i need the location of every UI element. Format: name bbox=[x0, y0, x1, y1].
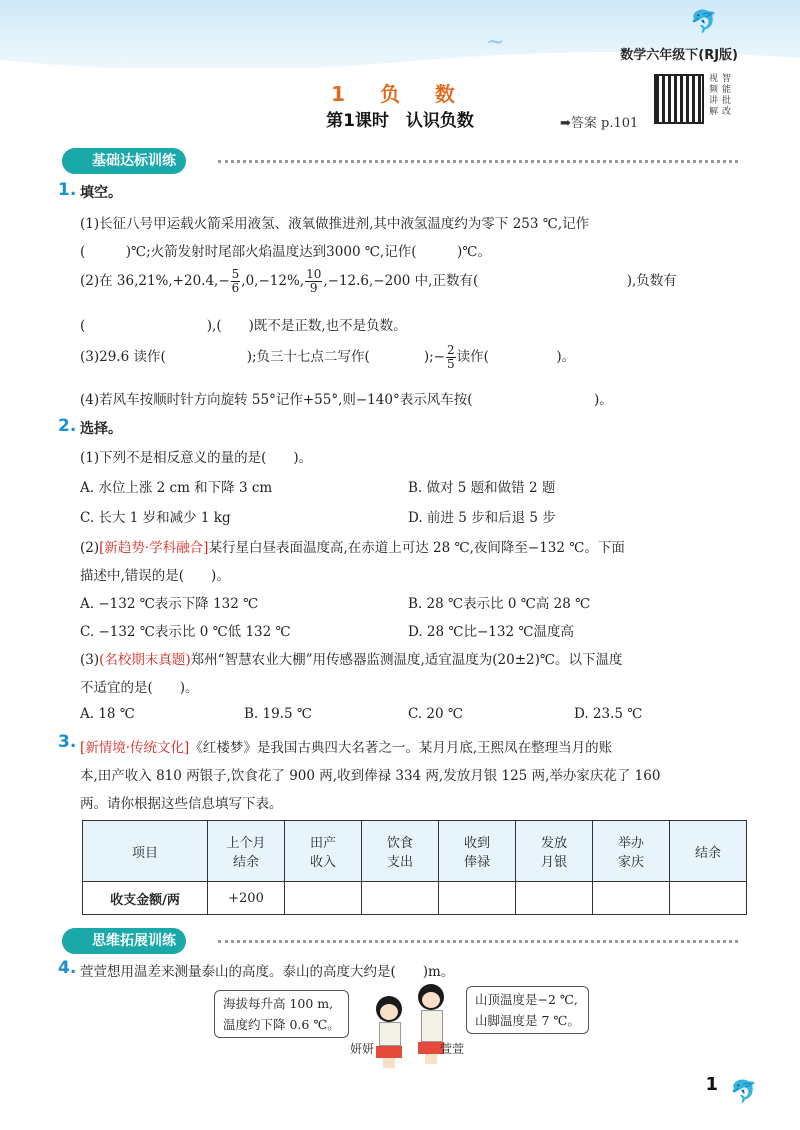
q3-line2: 本,田产收入 810 两银子,饮食花了 900 两,收到俸禄 334 两,发放月银 125 两,举办家庆花了 160 bbox=[80, 768, 661, 784]
dolphin-icon: 🐬 bbox=[730, 1080, 758, 1105]
row-label: 收支金额/两 bbox=[83, 882, 208, 915]
dolphin-icon: 🐬 bbox=[690, 10, 718, 35]
q2-sub3-option-a[interactable]: A. 18 ℃ bbox=[80, 706, 135, 722]
q2-sub3-option-c[interactable]: C. 20 ℃ bbox=[408, 706, 464, 722]
q3-number: 3. bbox=[58, 732, 77, 752]
table-cell-blank[interactable] bbox=[593, 882, 670, 915]
lesson-title: 第1课时 认识负数 bbox=[326, 111, 474, 131]
q2-sub2-option-c[interactable]: C. −132 ℃表示比 0 ℃低 132 ℃ bbox=[80, 624, 291, 640]
splash-icon: ~ bbox=[486, 30, 505, 55]
tag-exam: (名校期末真题) bbox=[99, 652, 191, 668]
q2-sub1-option-a[interactable]: A. 水位上涨 2 cm 和下降 3 cm bbox=[80, 480, 273, 496]
table-cell-blank[interactable] bbox=[362, 882, 439, 915]
section-divider bbox=[218, 940, 738, 943]
lesson-unit: 1 负 数 bbox=[331, 82, 469, 106]
speech-bubble-right: 山顶温度是−2 ℃, 山脚温度是 7 ℃。 bbox=[466, 986, 589, 1034]
table-header-cell: 发放 月银 bbox=[516, 821, 593, 882]
section-extend: 思维拓展训练 bbox=[62, 928, 186, 954]
q2-sub3-option-b[interactable]: B. 19.5 ℃ bbox=[244, 706, 312, 722]
table-header-cell: 收到 俸禄 bbox=[439, 821, 516, 882]
section-divider bbox=[218, 160, 738, 163]
table-header-cell: 项目 bbox=[83, 821, 208, 882]
table-cell-blank[interactable] bbox=[439, 882, 516, 915]
table-header-cell: 结余 bbox=[670, 821, 747, 882]
q1-part2-line2: ( ),( )既不是正数,也不是负数。 bbox=[80, 318, 407, 334]
table-header-cell: 上个月 结余 bbox=[208, 821, 285, 882]
q1-part3: (3)29.6 读作( );负三十七点二写作( );− $\frac{2}{5}$ 读作( )。 bbox=[80, 343, 576, 371]
table-header-cell: 田产 收入 bbox=[285, 821, 362, 882]
q2-sub1-option-b[interactable]: B. 做对 5 题和做错 2 题 bbox=[408, 480, 556, 496]
q2-sub2-option-a[interactable]: A. −132 ℃表示下降 132 ℃ bbox=[80, 596, 259, 612]
speech-bubble-left: 海拔每升高 100 m, 温度约下降 0.6 ℃。 bbox=[214, 990, 349, 1038]
q2-sub2-line2: 描述中,错误的是( )。 bbox=[80, 568, 230, 584]
q2-sub3-line2: 不适宜的是( )。 bbox=[80, 680, 199, 696]
q1-heading: 填空。 bbox=[80, 185, 122, 201]
q4-number: 4. bbox=[58, 958, 77, 978]
q1-number: 1. bbox=[58, 180, 77, 200]
q2-sub2-option-d[interactable]: D. 28 ℃比−132 ℃温度高 bbox=[408, 624, 574, 640]
table-cell-blank[interactable] bbox=[670, 882, 747, 915]
qr-side-labels: 视 频 讲 解 bbox=[709, 74, 719, 117]
q2-sub2-option-b[interactable]: B. 28 ℃表示比 0 ℃高 28 ℃ bbox=[408, 596, 591, 612]
qr-side-labels-2: 智 能 批 改 bbox=[722, 74, 732, 117]
fraction: $\frac{5}{6}$ bbox=[231, 267, 240, 295]
q2-sub3-option-d[interactable]: D. 23.5 ℃ bbox=[574, 706, 643, 722]
q1-part1-line2: ( )℃;火箭发射时尾部火焰温度达到3000 ℃,记作( )℃。 bbox=[80, 244, 491, 260]
page-number: 1 bbox=[705, 1074, 718, 1095]
q1-part1-line1: (1)长征八号甲运载火箭采用液氢、液氧做推进剂,其中液氢温度约为零下 253 ℃,记作 bbox=[80, 216, 590, 232]
table-header-row bbox=[83, 821, 747, 882]
book-title: 数学六年级下(RJ版) bbox=[620, 48, 738, 63]
q2-number: 2. bbox=[58, 416, 77, 436]
fraction: $\frac{10}{9}$ bbox=[306, 267, 322, 295]
girl-left-figure bbox=[376, 996, 402, 1068]
q2-sub3-line1: (3)(名校期末真题)郑州“智慧农业大棚”用传感器监测温度,适宜温度为(20±2)℃。以下温度 bbox=[80, 652, 623, 668]
q3-line1: [新情境·传统文化]《红楼梦》是我国古典四大名著之一。某月月底,王熙凤在整理当月的账 bbox=[80, 740, 613, 756]
q2-sub2-line1: (2)[新趋势·学科融合]某行星白昼表面温度高,在赤道上可达 28 ℃,夜间降至−132 ℃。下面 bbox=[80, 540, 625, 556]
table-row bbox=[83, 882, 747, 915]
name-xuanxuan: 萱萱 bbox=[440, 1042, 465, 1056]
table-header-cell: 饮食 支出 bbox=[362, 821, 439, 882]
qr-code[interactable] bbox=[654, 74, 704, 124]
q1-part4: (4)若风车按顺时针方向旋转 55°记作+55°,则−140°表示风车按( )。 bbox=[80, 392, 613, 408]
q3-line3: 两。请你根据这些信息填写下表。 bbox=[80, 796, 283, 812]
tag-culture: [新情境·传统文化] bbox=[80, 740, 190, 756]
tag-new-trend: [新趋势·学科融合] bbox=[99, 540, 209, 556]
fraction: $\frac{2}{5}$ bbox=[446, 343, 455, 371]
section-basic: 基础达标训练 bbox=[62, 148, 186, 174]
q2-sub1-option-c[interactable]: C. 长大 1 岁和减少 1 kg bbox=[80, 510, 231, 526]
q2-sub1: (1)下列不是相反意义的量的是( )。 bbox=[80, 450, 313, 466]
table-header-cell: 举办 家庆 bbox=[593, 821, 670, 882]
q2-sub1-option-d[interactable]: D. 前进 5 步和后退 5 步 bbox=[408, 510, 556, 526]
q2-heading: 选择。 bbox=[80, 421, 122, 437]
name-yanyan: 妍妍 bbox=[350, 1042, 375, 1056]
table-cell: +200 bbox=[208, 882, 285, 915]
q4-text: 萱萱想用温差来测量泰山的高度。泰山的高度大约是( )m。 bbox=[80, 964, 455, 980]
table-cell-blank[interactable] bbox=[516, 882, 593, 915]
q1-part2-line1: (2)在 36,21%,+20.4,− $\frac{5}{6}$ ,0,−12%, $\frac{10}{9}$ ,−12.6,−200 中,正数有( ),负数有 bbox=[80, 267, 677, 295]
answer-ref[interactable]: ➡答案 p.101 bbox=[560, 116, 639, 131]
table-cell-blank[interactable] bbox=[285, 882, 362, 915]
ledger-table bbox=[82, 820, 747, 915]
